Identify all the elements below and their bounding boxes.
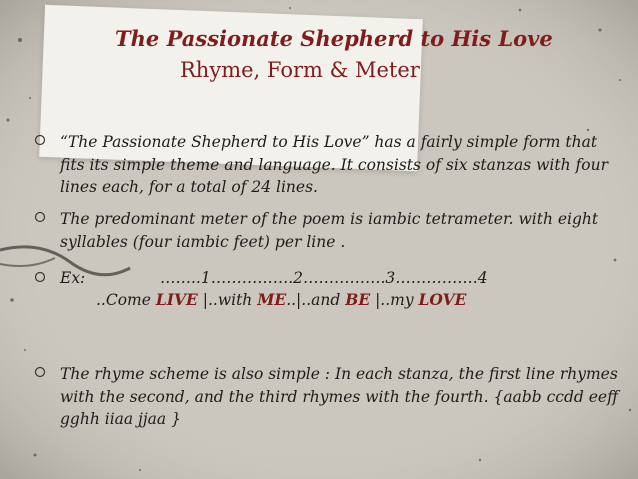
example-sep-2: ..|..and [286, 291, 346, 309]
paragraph-meter: The predominant meter of the poem is iambic tetrameter. with eight syllables (four iambic feet) per line . [60, 210, 599, 251]
slide-subtitle: Rhyme, Form & Meter [180, 58, 420, 82]
paragraph-rhyme: The rhyme scheme is also simple : In each stanza, the first line rhymes with the second, and the third rhymes with the fourth. {aabb ccdd eeff gghh iiaa jjaa } [60, 365, 619, 429]
example-scansion-line [96, 290, 467, 309]
open-circle-bullet-icon [34, 366, 46, 378]
example-sep-3: |..my [370, 291, 419, 309]
open-circle-bullet-icon [34, 134, 46, 146]
stressed-word-live: LIVE [155, 290, 198, 309]
open-circle-bullet-icon [34, 211, 46, 223]
example-numbering: ……..1…………….2…………….3…………….4 [160, 269, 488, 287]
stressed-word-be: BE [345, 290, 371, 309]
example-label: Ex: [60, 269, 86, 287]
slide-title: The Passionate Shepherd to His Love [115, 26, 553, 51]
stressed-word-me: ME [257, 290, 287, 309]
example-prefix: ..Come [96, 291, 156, 309]
example-sep-1: |..with [197, 291, 258, 309]
paragraph-form: “The Passionate Shepherd to His Love” has a fairly simple form that fits its simple theme and language. It consists of six stanzas with four lines each, for a total of 24 lines. [60, 133, 608, 197]
open-circle-bullet-icon [34, 271, 46, 283]
stressed-word-love: LOVE [418, 290, 467, 309]
